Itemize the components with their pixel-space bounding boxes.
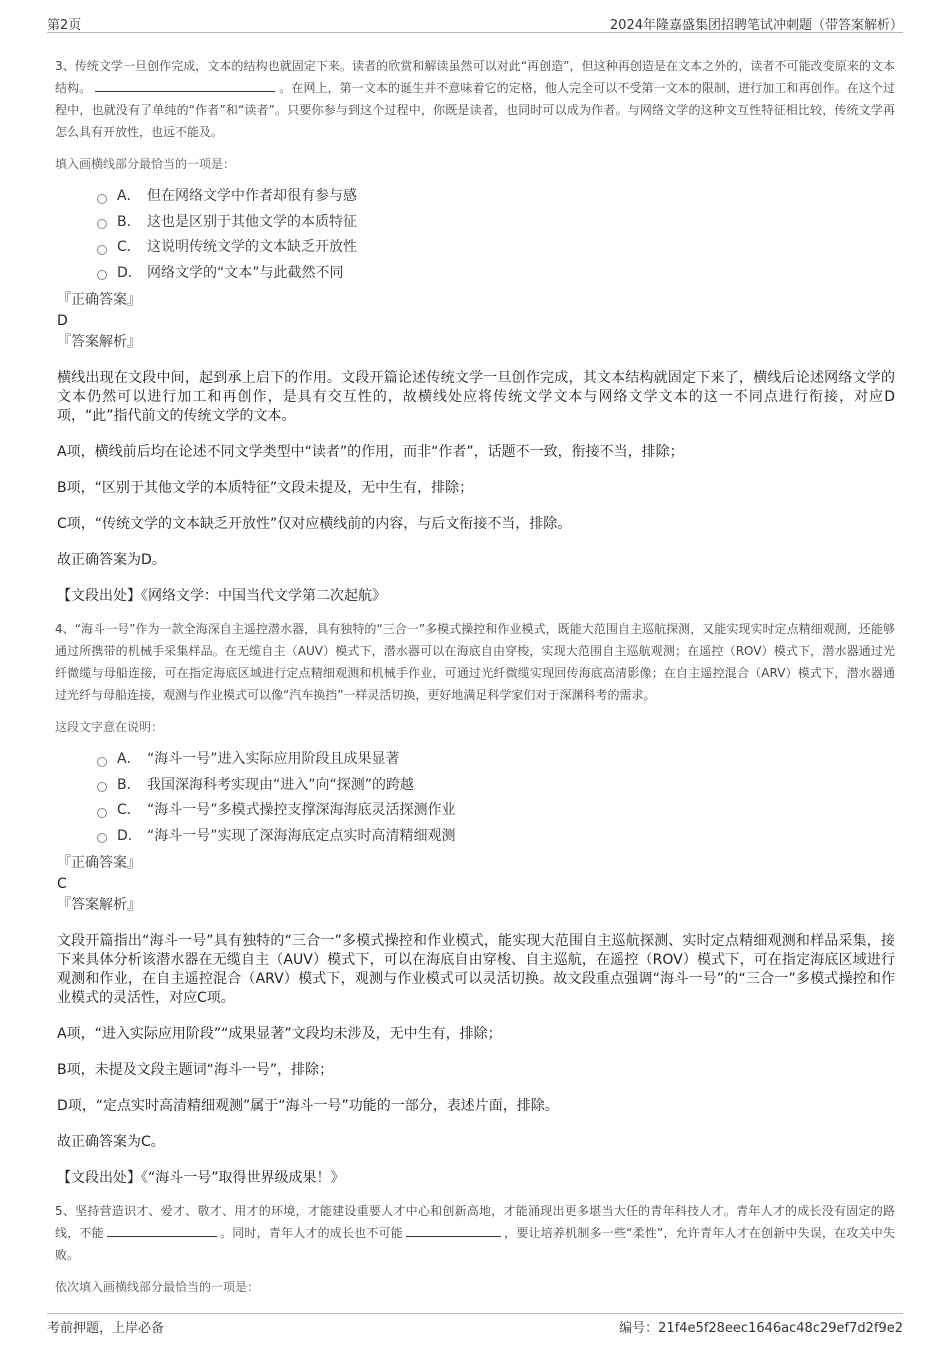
- radio-icon[interactable]: [97, 245, 107, 255]
- q5-stem: [55, 1200, 895, 1266]
- q5-fill-blank-2: [406, 1224, 501, 1237]
- q4-explanation-b: B项，未提及文段主题词“海斗一号”，排除；: [57, 1062, 334, 1078]
- q3-stem: [55, 55, 895, 143]
- q5-fill-blank-1: [107, 1224, 217, 1237]
- q3-answer-label: 『正确答案』: [57, 292, 141, 308]
- q4-options: [97, 747, 895, 849]
- q4-explanation-d: D项，“定点实时高清精细观测”属于“海斗一号”功能的一部分，表述片面，排除。: [57, 1098, 559, 1114]
- q3-explanation-main: 横线出现在文段中间，起到承上启下的作用。文段开篇论述传统文学一旦创作完成，其文本结构就固定下来了，横线后论述网络文学的文本仍然可以进行加工和再创作，是具有交互性的，故横线处应将传统文学文本与网络文学文本的这一不同点进行衔接，对应D项，“此”指代前文的传统文学的文本。: [57, 370, 895, 424]
- q5-text-a: 5、坚持营造识才、爱才、敬才、用才的环境，才能建设重要人才中心和创新高地，才能涌现出更多堪当大任的青年科技人才。青年人才的成长没有固定的路线，不能: [55, 1204, 895, 1240]
- q3-explanation-a: A项，横线前后均在论述不同文学类型中“读者”的作用，而非“作者”，话题不一致，衔接不当，排除；: [57, 444, 684, 460]
- q5-text-c: ，要让培养机制多一些“柔性”，允许青年人才在创新中失误，在攻关中失败。: [55, 1226, 895, 1262]
- radio-icon[interactable]: [97, 808, 107, 818]
- q5-text-b: 。同时，青年人才的成长也不可能: [219, 1226, 403, 1240]
- page-footer: [47, 1313, 903, 1337]
- document-title: 2024年隆嘉盛集团招聘笔试冲刺题（带答案解析）: [609, 18, 903, 33]
- q4-option-a[interactable]: A． “海斗一号”进入实际应用阶段且成果显著: [97, 747, 895, 773]
- q3-fill-blank: [95, 79, 275, 92]
- page-header: [47, 14, 903, 33]
- q3-text-before: 3、传统文学一旦创作完成，文本的结构也就固定下来。读者的欣赏和解读虽然可以对此“再创造”，但这种再创造是在文本之外的，读者不可能改变原来的文本结构。: [55, 59, 895, 95]
- q3-option-d[interactable]: D． 网络文学的“文本”与此截然不同: [97, 261, 895, 287]
- main-content: [55, 55, 895, 1307]
- q3-option-a[interactable]: A． 但在网络文学中作者却很有参与感: [97, 184, 895, 210]
- q4-option-d[interactable]: D． “海斗一号”实现了深海海底定点实时高清精细观测: [97, 824, 895, 850]
- radio-icon[interactable]: [97, 782, 107, 792]
- q3-conclusion: 故正确答案为D。: [57, 552, 166, 568]
- q4-stem: 4、“海斗一号”作为一款全海深自主遥控潜水器，具有独特的“三合一”多模式操控和作业模式，既能大范围自主巡航探测，又能实现实时定点精细观测，还能够通过所携带的机械手采集样品。在无缆自主（AUV）模式下，潜水器可以在海底自由穿梭，实现大范围自主巡航观测；在遥控（ROV）模式下，潜水器通过光纤微缆与母船连接，可在指定海底区域进行定点精细观测和机械手作业，可通过光纤微缆实现回传海底高清影像；在自主遥控混合（ARV）模式下，潜水器通过光纤与母船连接，观测与作业模式可以像“汽车换挡”一样灵活切换，更好地满足科学家们对于深渊科考的需求。: [55, 622, 895, 702]
- q3-options: [97, 184, 895, 286]
- q4-option-c[interactable]: C． “海斗一号”多模式操控支撑深海海底灵活探测作业: [97, 798, 895, 824]
- q3-explanation-c: C项，“传统文学的文本缺乏开放性”仅对应横线前的内容，与后文衔接不当，排除。: [57, 516, 572, 532]
- q3-source: 【文段出处】《网络文学：中国当代文学第二次起航》: [57, 588, 386, 604]
- q4-conclusion: 故正确答案为C。: [57, 1134, 165, 1150]
- q4-option-b[interactable]: B． 我国深海科考实现由“进入”向“探测”的跨越: [97, 773, 895, 799]
- q5-prompt: 依次填入画横线部分最恰当的一项是：: [55, 1280, 260, 1294]
- radio-icon[interactable]: [97, 194, 107, 204]
- q4-prompt: 这段文字意在说明：: [55, 720, 164, 734]
- q4-explanation-main: 文段开篇指出“海斗一号”具有独特的“三合一”多模式操控和作业模式，能实现大范围自主巡航探测、实时定点精细观测和样品采集，接下来具体分析该潜水器在无缆自主（AUV）模式下，可以在海底自由穿梭、自主巡航，在遥控（ROV）模式下，可在指定海底区域进行观测和作业，在自主遥控混合（ARV）模式下，观测与作业模式可以灵活切换。故文段重点强调“海斗一号”的“三合一”多模式操控和作业模式的灵活性，对应C项。: [57, 933, 895, 1006]
- document-id: 编号：21f4e5f28eec1646ac48c29ef7d2f9e2: [619, 1321, 903, 1336]
- radio-icon[interactable]: [97, 833, 107, 843]
- q4-source: 【文段出处】《“海斗一号”取得世界级成果！》: [57, 1170, 345, 1186]
- q3-analysis-label: 『答案解析』: [57, 334, 141, 350]
- radio-icon[interactable]: [97, 270, 107, 280]
- q3-explanation-b: B项，“区别于其他文学的本质特征”文段未提及，无中生有，排除；: [57, 480, 474, 496]
- q3-text-after: 。在网上，第一文本的诞生并不意味着它的定格，他人完全可以不受第一文本的限制，进行加工和再创作。在这个过程中，也就没有了单纯的“作者”和“读者”。只要你参与到这个过程中，你既是读者，也同时可以成为作者。与网络文学的这种文互性特征相比较，传统文学再怎么具有开放性，也远不能及。: [55, 81, 895, 139]
- q3-option-b[interactable]: B． 这也是区别于其他文学的本质特征: [97, 210, 895, 236]
- q4-explanation-a: A项，“进入实际应用阶段”“成果显著”文段均未涉及，无中生有，排除；: [57, 1026, 502, 1042]
- radio-icon[interactable]: [97, 219, 107, 229]
- radio-icon[interactable]: [97, 757, 107, 767]
- q3-answer: D: [57, 313, 68, 329]
- q3-prompt: 填入画横线部分最恰当的一项是：: [55, 157, 236, 171]
- footer-slogan: 考前押题，上岸必备: [47, 1321, 165, 1336]
- q3-option-c[interactable]: C． 这说明传统文学的文本缺乏开放性: [97, 235, 895, 261]
- q4-analysis-label: 『答案解析』: [57, 897, 141, 913]
- page-number: 第2页: [47, 18, 82, 33]
- q4-answer: C: [57, 876, 67, 892]
- q4-answer-label: 『正确答案』: [57, 855, 141, 871]
